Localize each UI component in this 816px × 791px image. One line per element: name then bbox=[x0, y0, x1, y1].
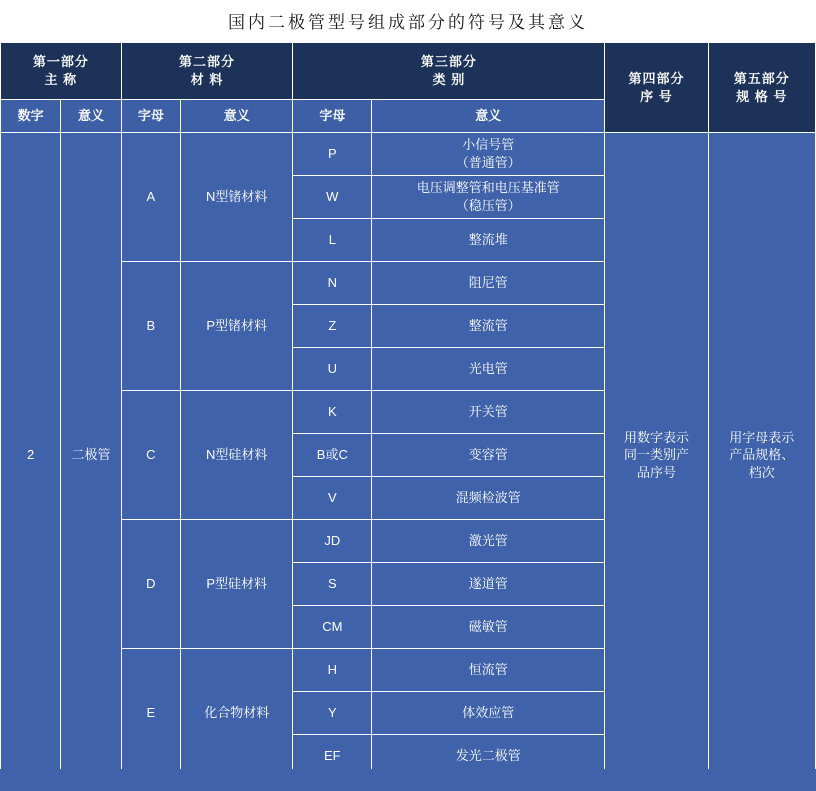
type-meaning-line1: 小信号管 bbox=[462, 137, 515, 153]
table-row bbox=[1, 133, 816, 176]
material-name: 化合物材料 bbox=[180, 649, 292, 778]
type-letter: JD bbox=[293, 520, 372, 563]
part1-meaning: 二极管 bbox=[61, 133, 121, 778]
subheader-meaning-1: 意义 bbox=[61, 100, 121, 133]
header-part5 bbox=[708, 43, 815, 133]
header-part5-line1: 第五部分 bbox=[733, 70, 790, 86]
header-part4 bbox=[605, 43, 708, 133]
part4-line1: 用数字表示 bbox=[623, 429, 689, 445]
type-meaning: 阻尼管 bbox=[372, 262, 605, 305]
part5-line2: 产品规格、 bbox=[729, 447, 795, 463]
type-meaning: 发光二极管 bbox=[372, 735, 605, 778]
header-part3-line2: 类 别 bbox=[432, 72, 466, 87]
material-name: P型锗材料 bbox=[180, 262, 292, 391]
material-letter: E bbox=[121, 649, 180, 778]
type-letter: H bbox=[293, 649, 372, 692]
material-name: P型硅材料 bbox=[180, 520, 292, 649]
type-meaning: 混频检波管 bbox=[372, 477, 605, 520]
page-title: 国内二极管型号组成部分的符号及其意义 bbox=[228, 13, 588, 32]
header-part2-line1: 第二部分 bbox=[179, 54, 236, 70]
part5-line1: 用字母表示 bbox=[729, 429, 795, 445]
subheader-meaning-3: 意义 bbox=[372, 100, 605, 133]
bottom-bar bbox=[0, 769, 816, 791]
type-letter: CM bbox=[293, 606, 372, 649]
type-meaning-line1: 电压调整管和电压基准管 bbox=[416, 180, 560, 196]
type-meaning: 遂道管 bbox=[372, 563, 605, 606]
header-part5-line2: 规 格 号 bbox=[736, 88, 788, 104]
material-letter: C bbox=[121, 391, 180, 520]
type-meaning: 整流堆 bbox=[372, 219, 605, 262]
type-letter: Z bbox=[293, 305, 372, 348]
diode-model-table bbox=[0, 42, 816, 778]
type-letter: N bbox=[293, 262, 372, 305]
header-part2-line2: 材 料 bbox=[190, 72, 224, 87]
type-meaning bbox=[372, 176, 605, 219]
type-letter: Y bbox=[293, 692, 372, 735]
material-letter: B bbox=[121, 262, 180, 391]
subheader-letter-1: 字母 bbox=[121, 100, 180, 133]
header-part2 bbox=[121, 43, 293, 100]
part5-text bbox=[708, 133, 815, 778]
type-letter: B或C bbox=[293, 434, 372, 477]
type-meaning: 变容管 bbox=[372, 434, 605, 477]
subheader-meaning-2: 意义 bbox=[180, 100, 292, 133]
material-name: N型锗材料 bbox=[180, 133, 292, 262]
type-letter: K bbox=[293, 391, 372, 434]
material-letter: D bbox=[121, 520, 180, 649]
type-meaning: 光电管 bbox=[372, 348, 605, 391]
type-letter: EF bbox=[293, 735, 372, 778]
type-meaning: 体效应管 bbox=[372, 692, 605, 735]
header-part1-line2: 主 称 bbox=[44, 72, 78, 87]
table-header-row-1 bbox=[1, 43, 816, 100]
type-meaning: 恒流管 bbox=[372, 649, 605, 692]
type-letter: L bbox=[293, 219, 372, 262]
header-part3 bbox=[293, 43, 605, 100]
type-letter: U bbox=[293, 348, 372, 391]
type-meaning bbox=[372, 133, 605, 176]
type-letter: W bbox=[293, 176, 372, 219]
material-letter: A bbox=[121, 133, 180, 262]
header-part3-line1: 第三部分 bbox=[420, 54, 477, 70]
subheader-digit: 数字 bbox=[1, 100, 61, 133]
type-letter: P bbox=[293, 133, 372, 176]
subheader-letter-2: 字母 bbox=[293, 100, 372, 133]
header-part1 bbox=[1, 43, 122, 100]
part1-digit: 2 bbox=[1, 133, 61, 778]
type-letter: S bbox=[293, 563, 372, 606]
type-meaning: 整流管 bbox=[372, 305, 605, 348]
type-letter: V bbox=[293, 477, 372, 520]
part4-line3: 品序号 bbox=[636, 464, 676, 480]
type-meaning: 激光管 bbox=[372, 520, 605, 563]
type-meaning: 磁敏管 bbox=[372, 606, 605, 649]
type-meaning-line2: （普通管） bbox=[455, 155, 521, 170]
part5-line3: 档次 bbox=[748, 464, 775, 480]
header-part1-line1: 第一部分 bbox=[32, 54, 89, 70]
material-name: N型硅材料 bbox=[180, 391, 292, 520]
type-meaning-line2: （稳压管） bbox=[455, 198, 521, 213]
part4-line2: 同一类别产 bbox=[623, 447, 689, 463]
type-meaning: 开关管 bbox=[372, 391, 605, 434]
header-part4-line2: 序 号 bbox=[640, 88, 673, 104]
part4-text bbox=[605, 133, 708, 778]
header-part4-line1: 第四部分 bbox=[628, 70, 685, 86]
